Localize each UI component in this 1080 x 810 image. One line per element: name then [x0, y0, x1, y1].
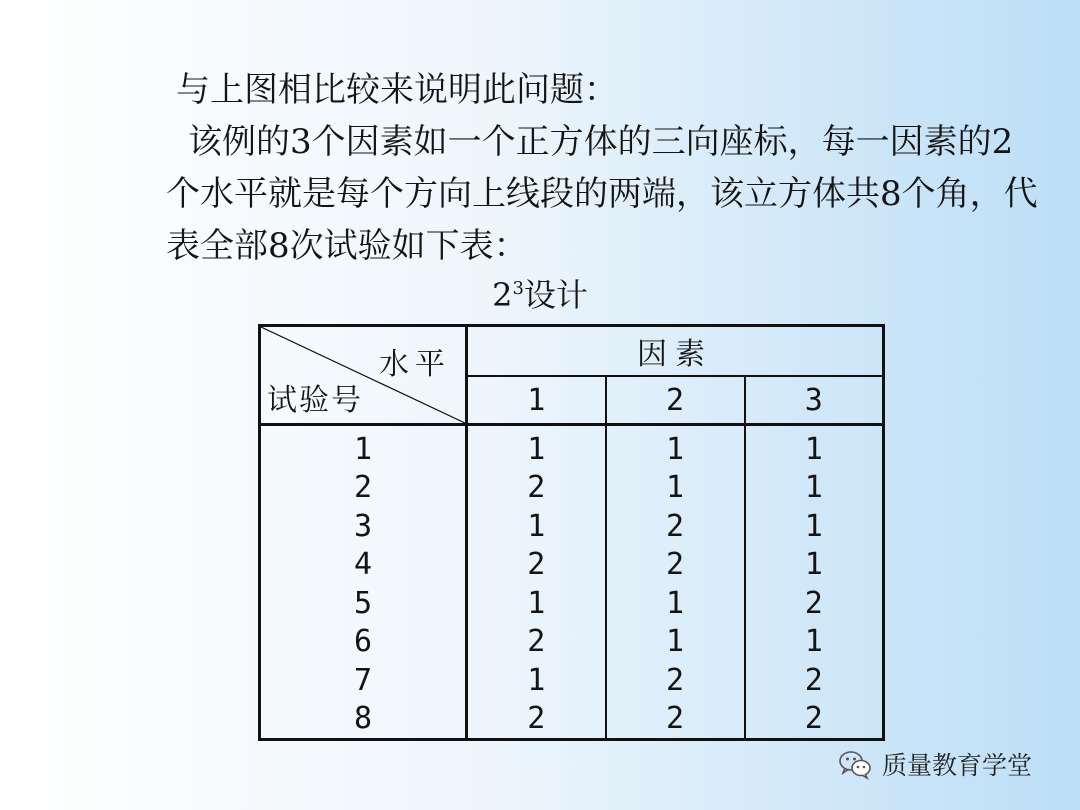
level-cell: 1 — [467, 661, 606, 700]
watermark-label: 质量教育学堂 — [882, 751, 1033, 780]
table-title-base: 2 — [492, 276, 513, 314]
level-cell: 2 — [467, 700, 606, 740]
table-title — [470, 270, 610, 316]
level-cell: 2 — [606, 546, 745, 585]
level-cell: 1 — [606, 469, 745, 508]
table-row — [260, 425, 884, 469]
level-cell: 1 — [606, 623, 745, 662]
level-cell: 1 — [804, 470, 823, 506]
level-cell: 1 — [606, 584, 745, 623]
run-number: 2 — [260, 469, 467, 508]
level-cell: 2 — [606, 507, 745, 546]
level-cell: 2 — [804, 701, 823, 737]
factor-column-1: 1 — [467, 376, 606, 425]
table-title-exponent: 3 — [512, 278, 524, 299]
level-cell: 2 — [606, 700, 745, 740]
table-row — [260, 661, 884, 700]
run-number: 4 — [260, 546, 467, 585]
level-cell: 1 — [804, 624, 823, 660]
slide-body-text — [166, 64, 1046, 272]
run-number: 7 — [260, 661, 467, 700]
corner-header-cell — [260, 326, 467, 425]
level-cell: 2 — [467, 546, 606, 585]
table-row — [260, 469, 884, 508]
run-number: 6 — [260, 623, 467, 662]
run-number: 8 — [260, 700, 467, 740]
level-cell: 1 — [467, 507, 606, 546]
corner-run-label: 试验号 — [267, 383, 363, 418]
level-cell: 1 — [804, 547, 823, 583]
table-row — [260, 584, 884, 623]
table-row — [260, 507, 884, 546]
level-cell: 1 — [804, 431, 823, 467]
run-number: 5 — [260, 584, 467, 623]
level-cell: 1 — [606, 425, 745, 469]
wechat-icon — [838, 747, 872, 781]
design-table — [258, 324, 885, 741]
level-cell: 1 — [467, 584, 606, 623]
level-cell: 2 — [804, 662, 823, 698]
table-row — [260, 700, 884, 740]
table-title-text: 设计 — [523, 276, 588, 314]
table-row — [260, 623, 884, 662]
intro-line: 与上图相比较来说明此问题： — [176, 70, 618, 110]
level-cell: 1 — [467, 425, 606, 469]
watermark — [838, 744, 1032, 784]
run-number: 3 — [260, 507, 467, 546]
table-row — [260, 546, 884, 585]
run-number: 1 — [260, 425, 467, 469]
level-cell: 2 — [606, 661, 745, 700]
explanation-paragraph: 该例的3个因素如一个正方体的三向座标，每一因素的2个水平就是每个方向上线段的两端，该立方体共8个角，代表全部8次试验如下表： — [166, 122, 1038, 266]
level-cell: 2 — [467, 623, 606, 662]
factor-column-3: 3 — [745, 376, 884, 425]
corner-level-label: 水平 — [379, 347, 451, 382]
level-cell: 2 — [467, 469, 606, 508]
factor-header: 因素 — [467, 326, 884, 377]
level-cell: 1 — [804, 508, 823, 544]
factor-column-2: 2 — [606, 376, 745, 425]
level-cell: 2 — [804, 585, 823, 621]
